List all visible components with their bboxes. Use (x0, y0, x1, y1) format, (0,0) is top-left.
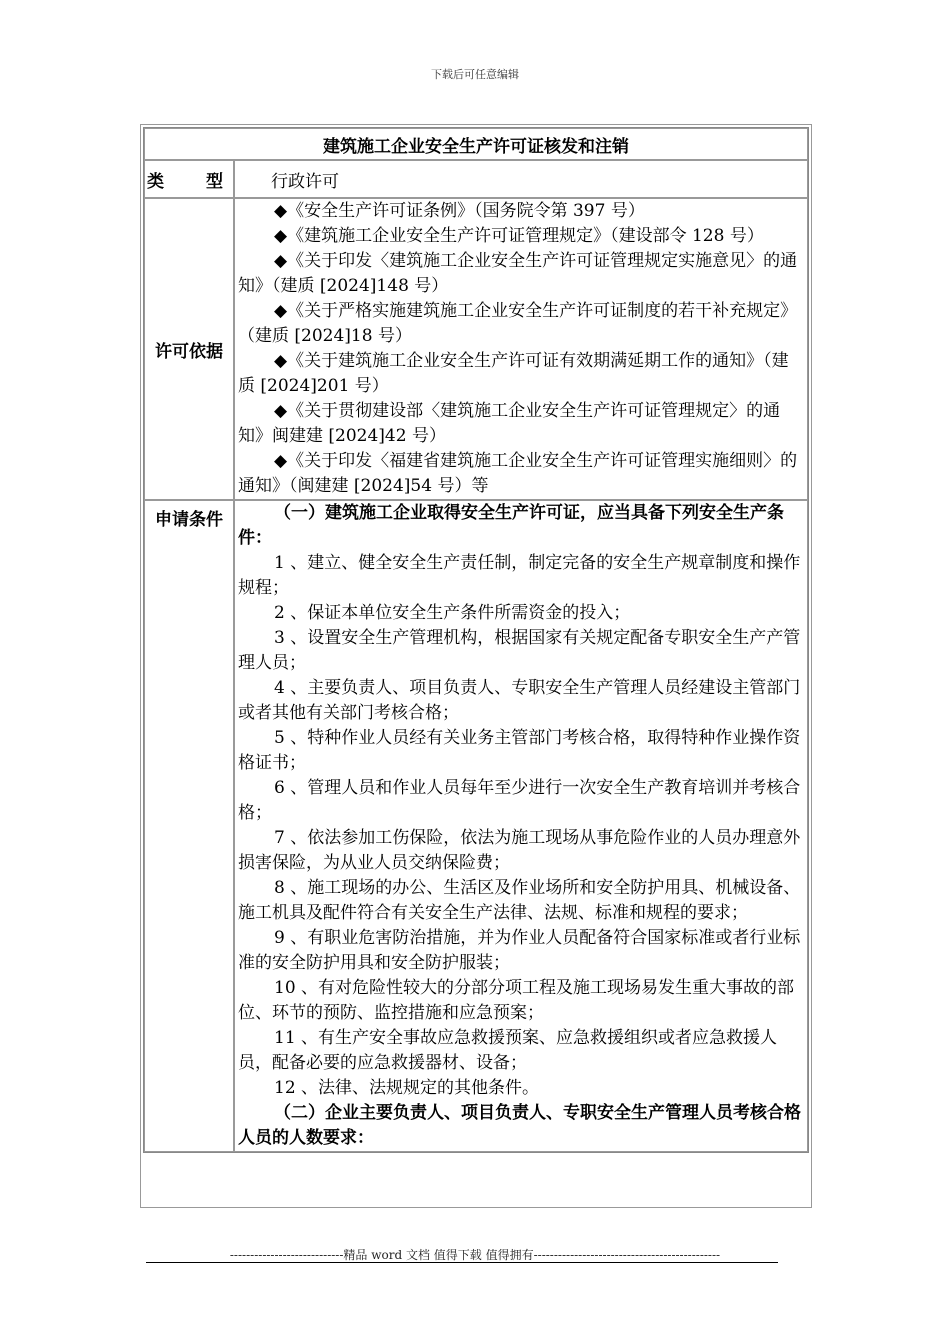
basis-item: ◆《关于贯彻建设部〈建筑施工企业安全生产许可证管理规定〉的通知》闽建建 [2024]42 号） (238, 401, 781, 446)
condition-item: 1 、建立、健全安全生产责任制，制定完备的安全生产规章制度和操作规程； (238, 553, 801, 598)
permit-table (143, 127, 809, 1153)
condition-item: 8 、施工现场的办公、生活区及作业场所和安全防护用具、机械设备、施工机具及配件符合有关安全生产法律、法规、标准和规程的要求； (238, 878, 801, 923)
footer-divider (146, 1262, 778, 1263)
condition-item: 9 、有职业危害防治措施，并为作业人员配备符合国家标准或者行业标准的安全防护用具和安全防护服装； (238, 928, 801, 973)
conditions-content (234, 500, 808, 1152)
type-label-b: 型 (206, 171, 223, 192)
condition-item: 6 、管理人员和作业人员每年至少进行一次安全生产教育培训并考核合格； (238, 778, 801, 823)
basis-item: ◆《关于印发〈建筑施工企业安全生产许可证管理规定实施意见〉的通知》（建质 [2024]148 号） (238, 251, 798, 296)
conditions-row (144, 500, 808, 1152)
type-label-a: 类 (147, 171, 164, 192)
basis-label: 许可依据 (144, 198, 234, 500)
footer-text: ----------------------------精品 word 文档 值得下载 值得拥有---------------------------------------------- (229, 1248, 721, 1262)
condition-item: 5 、特种作业人员经有关业务主管部门考核合格，取得特种作业操作资格证书； (238, 728, 801, 773)
condition-item: 3 、设置安全生产管理机构，根据国家有关规定配备专职安全生产产管理人员； (238, 628, 801, 673)
basis-item: ◆《关于建筑施工企业安全生产许可证有效期满延期工作的通知》（建质 [2024]201 号） (238, 351, 789, 396)
type-row (144, 160, 808, 198)
condition-item: 10 、有对危险性较大的分部分项工程及施工现场易发生重大事故的部位、环节的预防、监控措施和应急预案； (238, 978, 795, 1023)
conditions-label: 申请条件 (144, 500, 234, 1152)
basis-item: ◆《安全生产许可证条例》（国务院令第 397 号） (274, 201, 645, 221)
conditions-heading-1: （一）建筑施工企业取得安全生产许可证，应当具备下列安全生产条件： (238, 503, 784, 548)
type-value: 行政许可 (234, 160, 808, 198)
title-row (144, 128, 808, 160)
condition-item: 12 、法律、法规规定的其他条件。 (274, 1078, 540, 1098)
basis-row (144, 198, 808, 500)
table-title: 建筑施工企业安全生产许可证核发和注销 (144, 128, 808, 160)
type-label (144, 160, 234, 198)
condition-item: 7 、依法参加工伤保险，依法为施工现场从事危险作业的人员办理意外损害保险，为从业人员交纳保险费； (238, 828, 801, 873)
condition-item: 4 、主要负责人、项目负责人、专职安全生产管理人员经建设主管部门或者其他有关部门考核合格； (238, 678, 801, 723)
header-note: 下载后可任意编辑 (431, 68, 519, 81)
basis-item: ◆《建筑施工企业安全生产许可证管理规定》（建设部令 128 号） (274, 226, 764, 246)
basis-content (234, 198, 808, 500)
basis-item: ◆《关于严格实施建筑施工企业安全生产许可证制度的若干补充规定》（建质 [2024]18 号） (238, 301, 798, 346)
condition-item: 11 、有生产安全事故应急救援预案、应急救援组织或者应急救援人员，配备必要的应急救援器材、设备； (238, 1028, 778, 1073)
basis-item: ◆《关于印发〈福建省建筑施工企业安全生产许可证管理实施细则〉的通知》（闽建建 [2024]54 号）等 (238, 451, 798, 496)
condition-item: 2 、保证本单位安全生产条件所需资金的投入； (274, 603, 631, 623)
conditions-heading-2: （二）企业主要负责人、项目负责人、专职安全生产管理人员考核合格人员的人数要求： (238, 1103, 801, 1148)
